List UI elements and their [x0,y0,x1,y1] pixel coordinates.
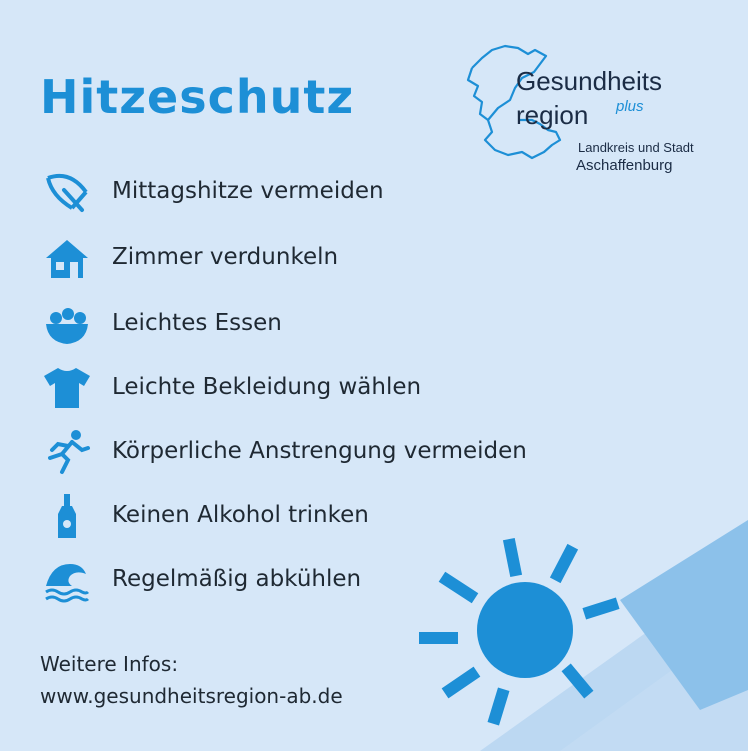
logo-plus: plus [616,98,644,115]
logo-name-line1: Gesundheits [516,66,662,96]
bottle-icon [42,492,92,540]
list-item [42,556,602,604]
info-url-link[interactable]: www.gesundheitsregion-ab.de [40,684,343,708]
gesundheitsregion-logo [460,40,730,180]
item-label: Keinen Alkohol trinken [112,502,369,528]
info-label: Weitere Infos: [40,652,179,676]
item-label: Regelmäßig abkühlen [112,566,362,592]
tshirt-icon [42,364,92,412]
item-label: Mittagshitze vermeiden [112,178,384,204]
house-icon [42,234,92,282]
umbrella-icon [42,168,92,216]
logo-sub-line2: Aschaffenburg [576,157,673,174]
item-label: Körperliche Anstrengung vermeiden [112,438,527,464]
list-item [42,300,602,348]
wave-icon [42,556,92,604]
fruit-bowl-icon [42,300,92,348]
list-item [42,492,602,540]
logo-sub-line1: Landkreis und Stadt [578,140,694,155]
item-label: Zimmer verdunkeln [112,244,339,270]
runner-icon [42,428,92,476]
item-label: Leichtes Essen [112,310,282,336]
list-item [42,168,602,216]
item-label: Leichte Bekleidung wählen [112,374,422,400]
list-item [42,428,602,476]
list-item [42,234,602,282]
page-title: Hitzeschutz [40,70,355,124]
logo-name-line2: region [516,100,589,130]
list-item [42,364,602,412]
